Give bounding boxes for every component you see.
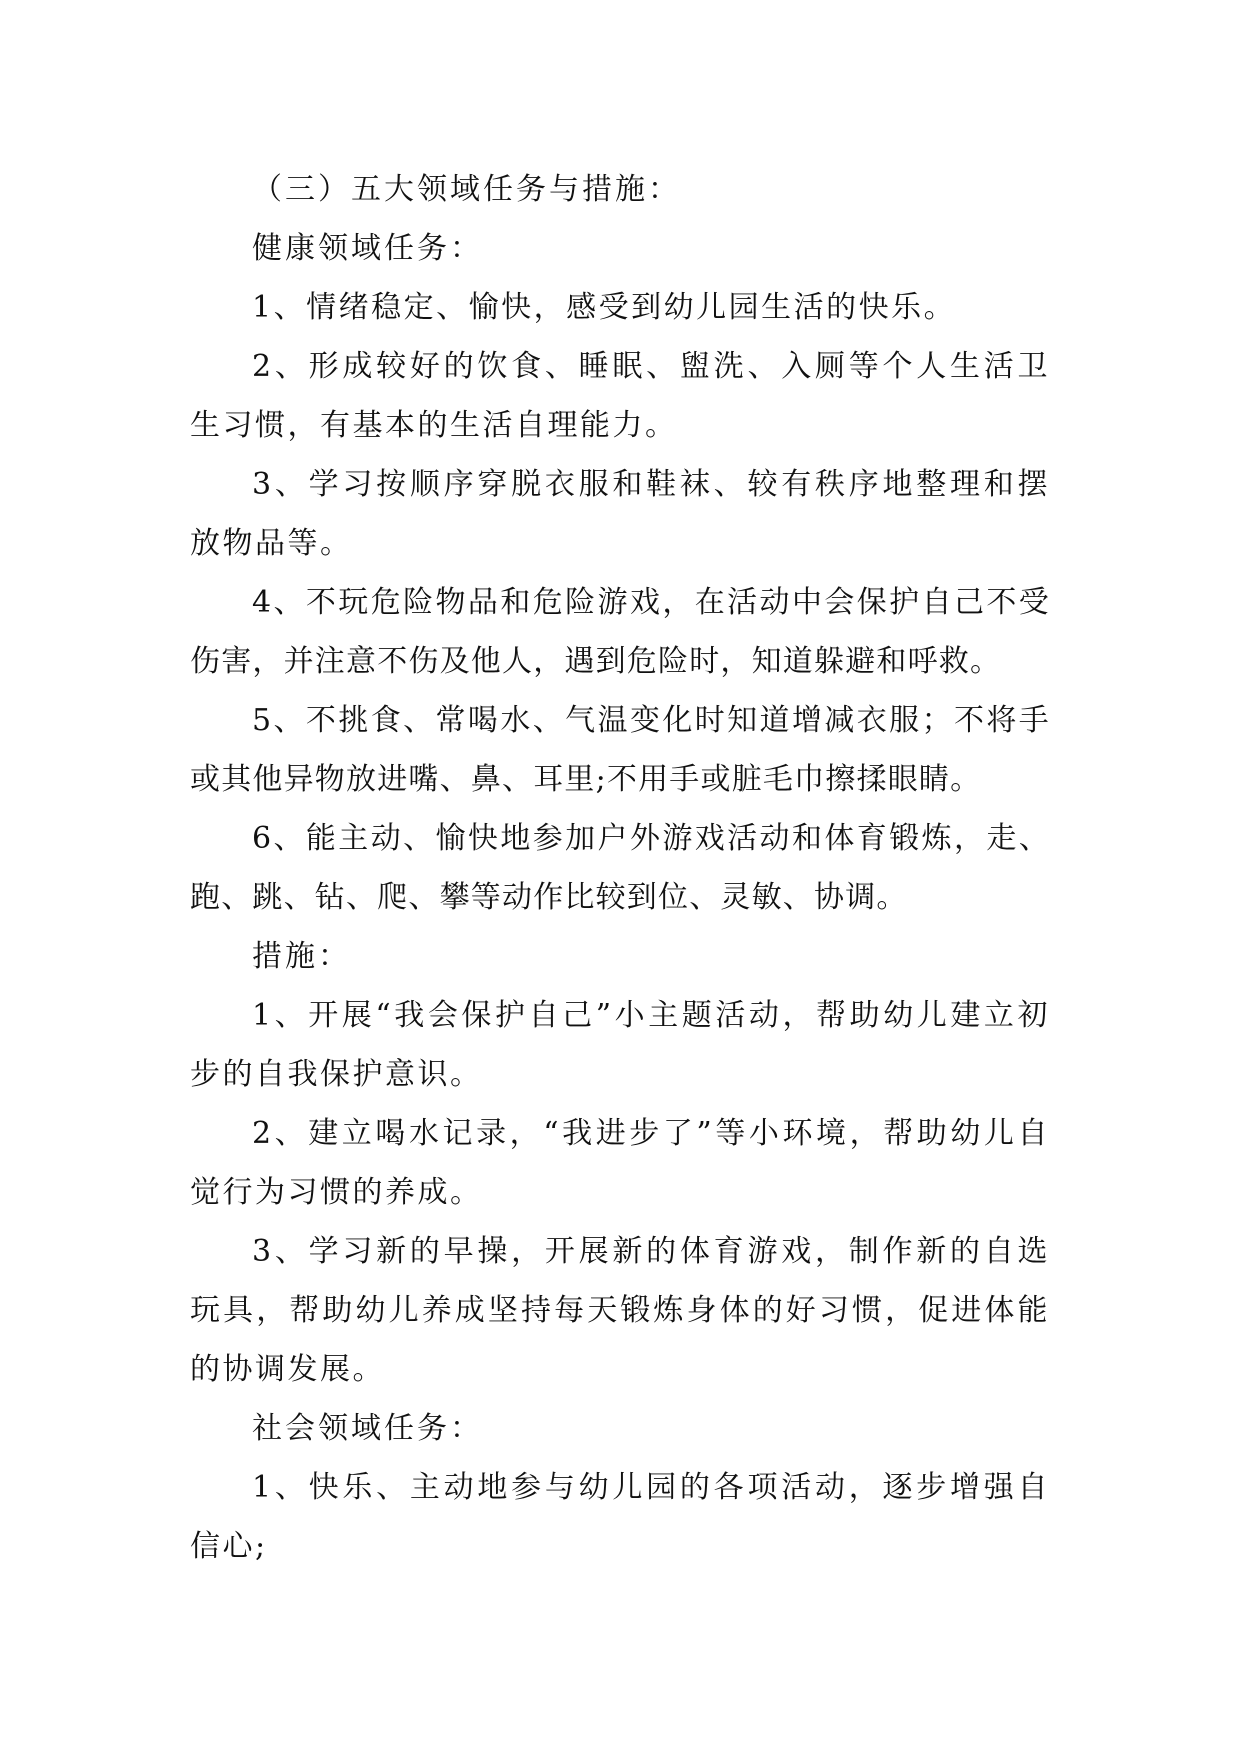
document-body — [190, 160, 1050, 1576]
measure-2: 2、建立喝水记录，“我进步了”等小环境，帮助幼儿自觉行为习惯的养成。 — [190, 1116, 1050, 1210]
health-tasks-heading: 健康领域任务： — [252, 231, 483, 266]
social-task-1: 1、快乐、主动地参与幼儿园的各项活动，逐步增强自信心; — [190, 1470, 1050, 1564]
social-tasks-heading: 社会领域任务： — [252, 1411, 483, 1446]
measures-heading: 措施： — [252, 939, 351, 974]
health-task-5: 5、不挑食、常喝水、气温变化时知道增减衣服；不将手或其他异物放进嘴、鼻、耳里;不用手或脏毛巾擦揉眼睛。 — [190, 703, 1050, 797]
health-task-1: 1、情绪稳定、愉快，感受到幼儿园生活的快乐。 — [252, 290, 957, 325]
measure-1: 1、开展“我会保护自己”小主题活动，帮助幼儿建立初步的自我保护意识。 — [190, 998, 1050, 1092]
health-task-2: 2、形成较好的饮食、睡眠、盥洗、入厕等个人生活卫生习惯，有基本的生活自理能力。 — [190, 349, 1050, 443]
health-task-3: 3、学习按顺序穿脱衣服和鞋袜、较有秩序地整理和摆放物品等。 — [190, 467, 1050, 561]
health-task-4: 4、不玩危险物品和危险游戏，在活动中会保护自己不受伤害，并注意不伤及他人，遇到危险时，知道躲避和呼救。 — [190, 585, 1050, 679]
measure-3: 3、学习新的早操，开展新的体育游戏，制作新的自选玩具，帮助幼儿养成坚持每天锻炼身体的好习惯，促进体能的协调发展。 — [190, 1234, 1050, 1387]
section-heading: （三）五大领域任务与措施： — [252, 172, 681, 207]
health-task-6: 6、能主动、愉快地参加户外游戏活动和体育锻炼，走、跑、跳、钻、爬、攀等动作比较到位、灵敏、协调。 — [190, 821, 1050, 915]
